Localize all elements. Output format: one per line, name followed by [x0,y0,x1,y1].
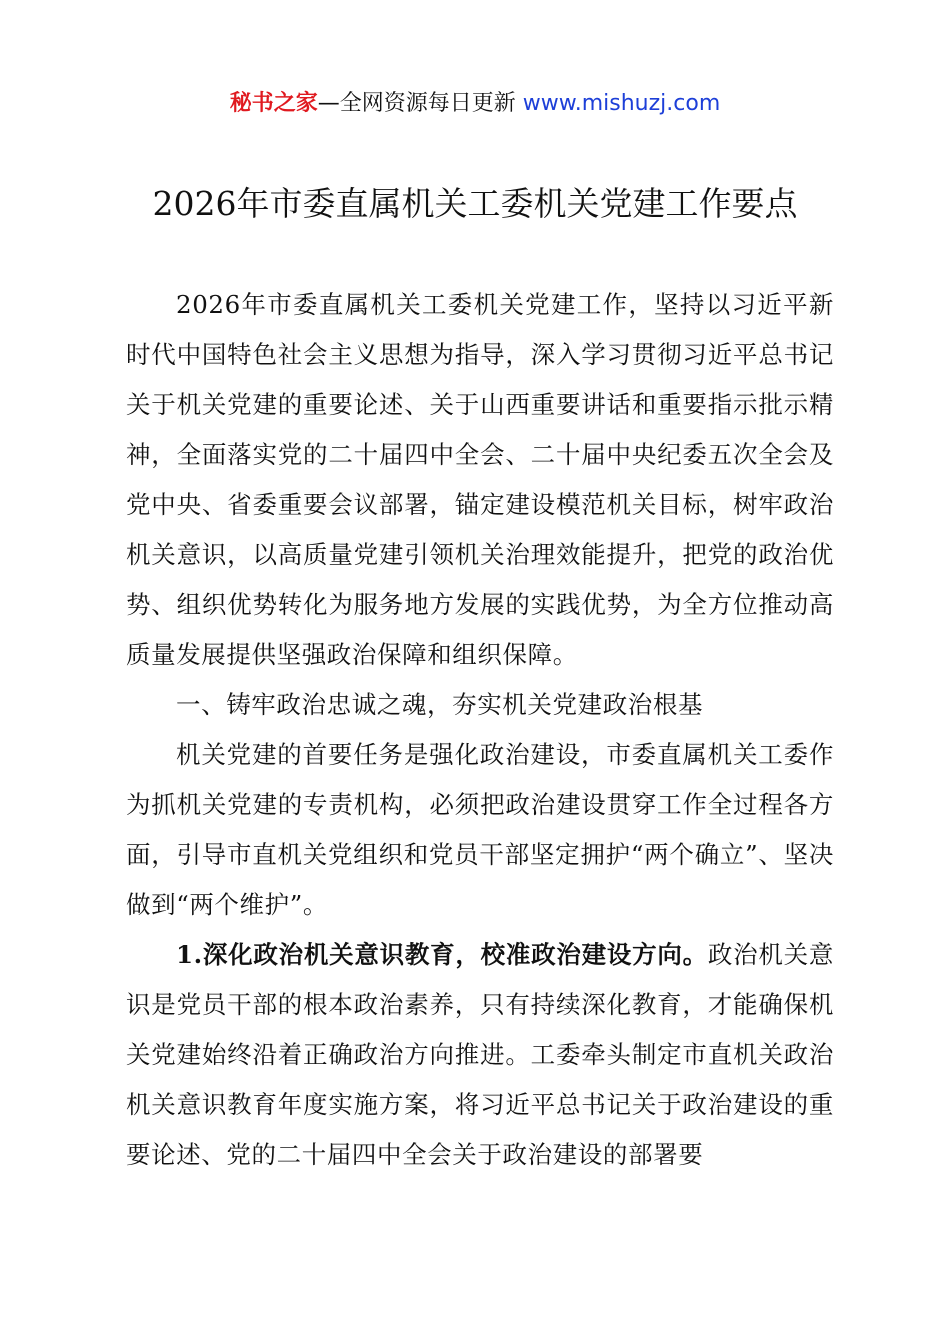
section-1-paragraph: 机关党建的首要任务是强化政治建设，市委直属机关工委作为抓机关党建的专责机构，必须把政治建设贯穿工作全过程各方面，引导市直机关党组织和党员干部坚定拥护“两个确立”、坚决做到“两个维护”。 [126,740,834,919]
site-brand: 秘书之家 [229,91,318,116]
site-url-link[interactable]: www.mishuzj.com [522,91,721,116]
item-1-lead: 1.深化政治机关意识教育，校准政治建设方向。 [176,940,708,969]
section-heading-1: 一、铸牢政治忠诚之魂，夯实机关党建政治根基 [176,690,704,719]
site-header [0,88,950,120]
site-tagline: —全网资源每日更新 [317,91,523,116]
document-title: 2026年市委直属机关工委机关党建工作要点 [152,184,798,223]
intro-paragraph: 2026年市委直属机关工委机关党建工作，坚持以习近平新时代中国特色社会主义思想为指导，深入学习贯彻习近平总书记关于机关党建的重要论述、关于山西重要讲话和重要指示批示精神，全面落实党的二十届四中全会、二十届中央纪委五次全会及党中央、省委重要会议部署，锚定建设模范机关目标，树牢政治机关意识，以高质量党建引领机关治理效能提升，把党的政治优势、组织优势转化为服务地方发展的实践优势，为全方位推动高质量发展提供坚强政治保障和组织保障。 [126,290,834,669]
item-1-paragraph [126,930,834,1180]
item-1-body: 政治机关意识是党员干部的根本政治素养，只有持续深化教育，才能确保机关党建始终沿着正确政治方向推进。工委牵头制定市直机关政治机关意识教育年度实施方案，将习近平总书记关于政治建设的重要论述、党的二十届四中全会关于政治建设的部署要 [126,940,835,1169]
document-body [126,280,834,1180]
